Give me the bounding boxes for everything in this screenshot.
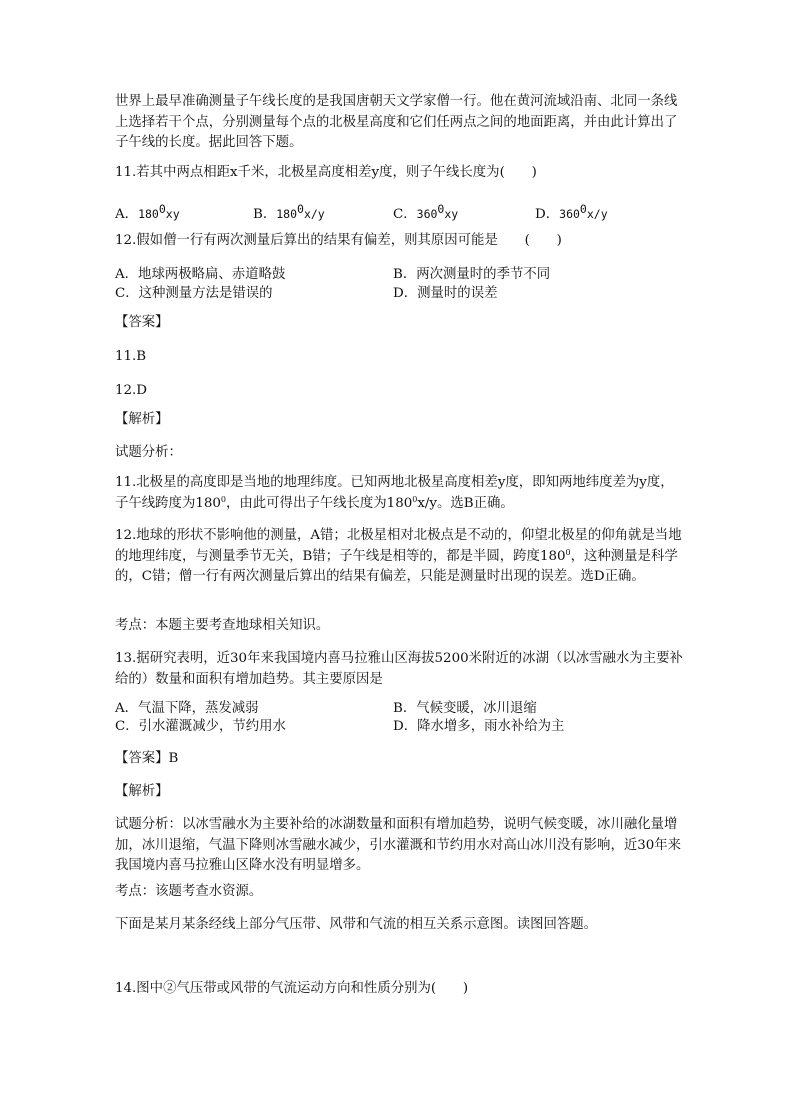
answer-header: 【答案】: [115, 315, 169, 330]
option-12-a: A．地球两极略扁、赤道略鼓: [115, 267, 286, 282]
option-13-a: A．气温下降，蒸发减弱: [115, 701, 259, 716]
kaodian-1: 考点：本题主要考查地球相关知识。: [115, 618, 330, 633]
explanation-12: 12.地球的形状不影响他的测量，A错；北极星相对北极点是不动的，仰望北极星的仰角就是当地的地理纬度，与测量季节无关，B错；子午线是相等的，都是半圆，跨度$180^0$，这种测量是科学的，C错；僧一行有两次测量后算出的结果有偏差，只能是测量时出现的误差。选D正确。: [115, 528, 682, 584]
option-12-d: D．测量时的误差: [393, 286, 498, 301]
answer-12: 12.D: [115, 383, 148, 398]
option-11-b: B．$180^0x/y$: [253, 202, 325, 222]
answer-13: 【答案】B: [115, 751, 179, 766]
option-13-c: C．引水灌溉减少，节约用水: [115, 719, 286, 734]
analysis-label: 试题分析：: [115, 445, 182, 460]
analysis-13-header: 【解析】: [115, 784, 169, 799]
question-12-options-row1: [115, 263, 685, 283]
option-13-b: B．气候变暖，冰川退缩: [393, 701, 537, 716]
question-11-stem: 11.若其中两点相距x千米，北极星高度相差y度，则子午线长度为( ): [115, 165, 537, 180]
kaodian-2: 考点：该题考查水资源。: [115, 884, 263, 899]
option-11-c: C．$360^0xy$: [393, 202, 459, 222]
analysis-header: 【解析】: [115, 412, 169, 427]
option-13-d: D．降水增多，雨水补给为主: [393, 719, 565, 734]
question-12-options-row2: [115, 282, 685, 302]
analysis-13: 试题分析：以冰雪融水为主要补给的冰湖数量和面积有增加趋势，说明气候变暖，冰川融化量增加，冰川退缩，气温下降则冰雪融水减少，引水灌溉和节约用水对高山冰川没有影响，近30年来我国境内喜马拉雅山区降水没有明显增多。: [115, 817, 682, 873]
option-11-a: A．$180^0xy$: [115, 202, 180, 222]
option-11-d: D．$360^0x/y$: [535, 202, 608, 222]
question-13-options-row2: [115, 715, 685, 735]
option-12-c: C．这种测量方法是错误的: [115, 286, 273, 301]
question-13-stem: 13.据研究表明，近30年来我国境内喜马拉雅山区海拔5200米附近的冰湖（以冰雪融水为主要补给的）数量和面积有增加趋势。其主要原因是: [115, 651, 683, 687]
intro-paragraph: 世界上最早准确测量子午线长度的是我国唐朝天文学家僧一行。他在黄河流域沿南、北同一条线上选择若干个点，分别测量每个点的北极星高度和它们任两点之间的地面距离，并由此计算出了子午线的长度。据此回答下题。: [115, 94, 678, 150]
question-13-options-row1: [115, 697, 685, 717]
intro-14: 下面是某月某条经线上部分气压带、风带和气流的相互关系示意图。读图回答题。: [115, 917, 598, 932]
question-11-options: [115, 203, 685, 223]
question-12-stem: 12.假如僧一行有两次测量后算出的结果有偏差，则其原因可能是 ( ): [115, 233, 562, 248]
answer-11: 11.B: [115, 349, 147, 364]
option-12-b: B．两次测量时的季节不同: [393, 267, 551, 282]
explanation-11: 11.北极星的高度即是当地的地理纬度。已知两地北极星高度相差y度，即知两地纬度差为y度，子午线跨度为$180^0$，由此可得出子午线长度为$180^0x/y$。选B正确。: [115, 475, 674, 511]
question-14-stem: 14.图中②气压带或风带的气流运动方向和性质分别为( ): [115, 981, 469, 996]
